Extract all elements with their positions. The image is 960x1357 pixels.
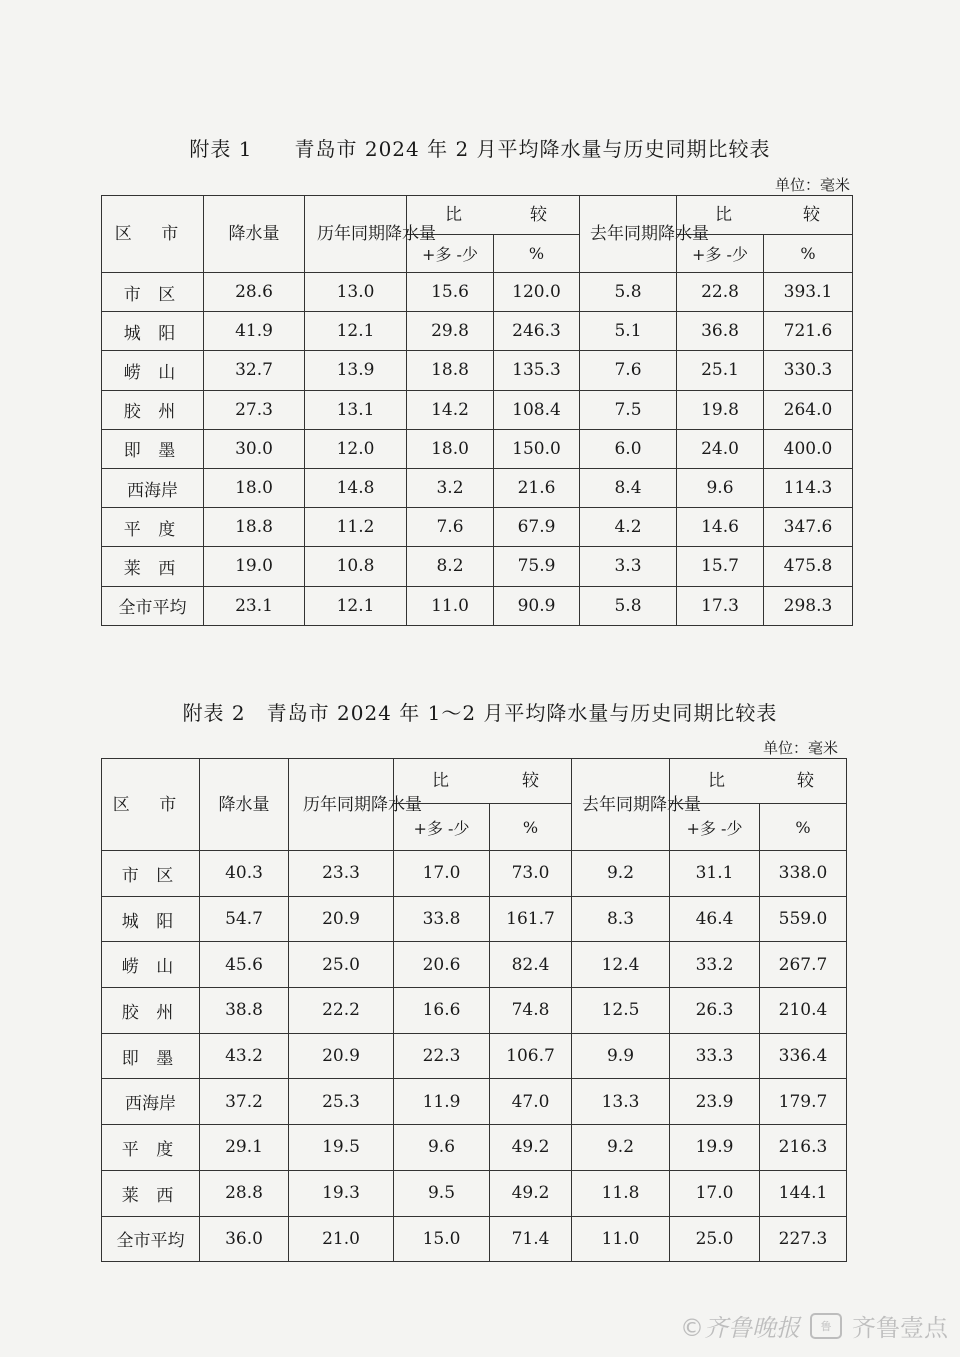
value-cell: 9.2 <box>572 1125 670 1171</box>
value-cell: 47.0 <box>490 1079 572 1125</box>
value-cell: 36.0 <box>200 1216 289 1262</box>
value-cell: 24.0 <box>677 429 764 468</box>
value-cell: 73.0 <box>490 851 572 897</box>
value-cell: 19.5 <box>289 1125 394 1171</box>
value-cell: 22.8 <box>677 273 764 312</box>
value-cell: 120.0 <box>494 273 580 312</box>
table1-header-pct: % <box>494 235 580 273</box>
value-cell: 54.7 <box>200 896 289 942</box>
value-cell: 36.8 <box>677 312 764 351</box>
value-cell: 18.0 <box>407 429 494 468</box>
value-cell: 9.9 <box>572 1033 670 1079</box>
table1-header-pct2: % <box>764 235 853 273</box>
value-cell: 8.2 <box>407 547 494 586</box>
value-cell: 15.6 <box>407 273 494 312</box>
table2-header-diff2: +多 -少 <box>670 804 760 851</box>
value-cell: 31.1 <box>670 851 760 897</box>
table1-header-diff: +多 -少 <box>407 235 494 273</box>
value-cell: 21.6 <box>494 468 580 507</box>
district-cell: 莱 西 <box>102 547 204 586</box>
value-cell: 25.0 <box>289 942 394 988</box>
table-row <box>102 1079 847 1125</box>
table1-header-diff2: +多 -少 <box>677 235 764 273</box>
table1 <box>101 195 853 626</box>
value-cell: 210.4 <box>760 988 847 1034</box>
value-cell: 298.3 <box>764 586 853 625</box>
table1-header-precip: 降水量 <box>204 196 305 273</box>
table1-compare-right: 较 <box>530 205 547 225</box>
value-cell: 3.3 <box>580 547 677 586</box>
district-cell: 崂 山 <box>102 942 200 988</box>
value-cell: 338.0 <box>760 851 847 897</box>
value-cell: 9.6 <box>677 468 764 507</box>
table-row <box>102 851 847 897</box>
table-row <box>102 547 853 586</box>
value-cell: 8.4 <box>580 468 677 507</box>
table-row <box>102 942 847 988</box>
value-cell: 9.2 <box>572 851 670 897</box>
table1-header-district: 区 市 <box>102 196 204 273</box>
value-cell: 135.3 <box>494 351 580 390</box>
value-cell: 400.0 <box>764 429 853 468</box>
district-cell: 全市平均 <box>102 1216 200 1262</box>
table2-header-district: 区 市 <box>102 759 200 851</box>
value-cell: 19.8 <box>677 390 764 429</box>
value-cell: 150.0 <box>494 429 580 468</box>
table-row <box>102 468 853 507</box>
value-cell: 12.1 <box>305 312 407 351</box>
value-cell: 33.3 <box>670 1033 760 1079</box>
value-cell: 17.3 <box>677 586 764 625</box>
value-cell: 216.3 <box>760 1125 847 1171</box>
district-cell: 全市平均 <box>102 586 204 625</box>
table-row <box>102 312 853 351</box>
table-row <box>102 896 847 942</box>
district-cell: 城 阳 <box>102 896 200 942</box>
value-cell: 144.1 <box>760 1170 847 1216</box>
value-cell: 14.8 <box>305 468 407 507</box>
value-cell: 38.8 <box>200 988 289 1034</box>
value-cell: 13.0 <box>305 273 407 312</box>
value-cell: 12.4 <box>572 942 670 988</box>
value-cell: 22.3 <box>394 1033 490 1079</box>
value-cell: 23.1 <box>204 586 305 625</box>
table2-unit: 单位：毫米 <box>762 739 838 757</box>
value-cell: 20.9 <box>289 896 394 942</box>
value-cell: 264.0 <box>764 390 853 429</box>
value-cell: 14.2 <box>407 390 494 429</box>
value-cell: 82.4 <box>490 942 572 988</box>
value-cell: 106.7 <box>490 1033 572 1079</box>
table1-header-hist: 历年同期降水量 <box>305 196 407 273</box>
table2-header-hist: 历年同期降水量 <box>289 759 394 851</box>
value-cell: 336.4 <box>760 1033 847 1079</box>
value-cell: 11.0 <box>407 586 494 625</box>
table2-compare-right: 较 <box>522 771 539 791</box>
value-cell: 46.4 <box>670 896 760 942</box>
watermark-brand: 齐鲁壹点 <box>852 1314 948 1342</box>
district-cell: 胶 州 <box>102 988 200 1034</box>
value-cell: 20.6 <box>394 942 490 988</box>
value-cell: 33.2 <box>670 942 760 988</box>
value-cell: 25.0 <box>670 1216 760 1262</box>
table1-compare-left: 比 <box>445 205 462 225</box>
district-cell: 胶 州 <box>102 390 204 429</box>
table-row <box>102 1170 847 1216</box>
table1-unit: 单位：毫米 <box>774 176 850 194</box>
value-cell: 114.3 <box>764 468 853 507</box>
value-cell: 20.9 <box>289 1033 394 1079</box>
value-cell: 32.7 <box>204 351 305 390</box>
value-cell: 12.1 <box>305 586 407 625</box>
value-cell: 22.2 <box>289 988 394 1034</box>
value-cell: 28.8 <box>200 1170 289 1216</box>
value-cell: 179.7 <box>760 1079 847 1125</box>
value-cell: 227.3 <box>760 1216 847 1262</box>
value-cell: 75.9 <box>494 547 580 586</box>
value-cell: 43.2 <box>200 1033 289 1079</box>
value-cell: 267.7 <box>760 942 847 988</box>
value-cell: 475.8 <box>764 547 853 586</box>
value-cell: 5.1 <box>580 312 677 351</box>
value-cell: 559.0 <box>760 896 847 942</box>
district-cell: 即 墨 <box>102 429 204 468</box>
value-cell: 721.6 <box>764 312 853 351</box>
value-cell: 8.3 <box>572 896 670 942</box>
value-cell: 28.6 <box>204 273 305 312</box>
table1-title: 附表 1 青岛市 2024 年 2 月平均降水量与历史同期比较表 <box>189 137 771 161</box>
table2-header-pct2: % <box>760 804 847 851</box>
value-cell: 19.9 <box>670 1125 760 1171</box>
district-cell: 崂 山 <box>102 351 204 390</box>
table2-title: 附表 2 青岛市 2024 年 1～2 月平均降水量与历史同期比较表 <box>182 701 778 725</box>
value-cell: 27.3 <box>204 390 305 429</box>
value-cell: 5.8 <box>580 586 677 625</box>
table2-header-pct: % <box>490 804 572 851</box>
district-cell: 城 阳 <box>102 312 204 351</box>
table1-compare2-right: 较 <box>803 205 820 225</box>
value-cell: 25.1 <box>677 351 764 390</box>
table-row <box>102 351 853 390</box>
value-cell: 14.6 <box>677 508 764 547</box>
value-cell: 5.8 <box>580 273 677 312</box>
district-cell: 莱 西 <box>102 1170 200 1216</box>
value-cell: 13.3 <box>572 1079 670 1125</box>
value-cell: 330.3 <box>764 351 853 390</box>
value-cell: 18.8 <box>204 508 305 547</box>
district-cell: 西海岸 <box>102 1079 200 1125</box>
value-cell: 15.7 <box>677 547 764 586</box>
table-row <box>102 508 853 547</box>
value-cell: 40.3 <box>200 851 289 897</box>
district-cell: 西海岸 <box>102 468 204 507</box>
value-cell: 9.6 <box>394 1125 490 1171</box>
table2-compare2-right: 较 <box>797 771 814 791</box>
district-cell: 市 区 <box>102 273 204 312</box>
table-row <box>102 429 853 468</box>
watermark <box>680 1308 948 1343</box>
value-cell: 11.2 <box>305 508 407 547</box>
value-cell: 15.0 <box>394 1216 490 1262</box>
value-cell: 393.1 <box>764 273 853 312</box>
district-cell: 市 区 <box>102 851 200 897</box>
value-cell: 13.9 <box>305 351 407 390</box>
value-cell: 12.0 <box>305 429 407 468</box>
value-cell: 49.2 <box>490 1170 572 1216</box>
value-cell: 12.5 <box>572 988 670 1034</box>
table2-header-lastyear: 去年同期降水量 <box>572 759 670 851</box>
value-cell: 7.6 <box>407 508 494 547</box>
value-cell: 6.0 <box>580 429 677 468</box>
value-cell: 30.0 <box>204 429 305 468</box>
value-cell: 45.6 <box>200 942 289 988</box>
value-cell: 7.5 <box>580 390 677 429</box>
value-cell: 3.2 <box>407 468 494 507</box>
value-cell: 4.2 <box>580 508 677 547</box>
value-cell: 90.9 <box>494 586 580 625</box>
district-cell: 即 墨 <box>102 1033 200 1079</box>
value-cell: 19.3 <box>289 1170 394 1216</box>
table-row <box>102 586 853 625</box>
value-cell: 49.2 <box>490 1125 572 1171</box>
value-cell: 13.1 <box>305 390 407 429</box>
value-cell: 18.0 <box>204 468 305 507</box>
value-cell: 19.0 <box>204 547 305 586</box>
value-cell: 25.3 <box>289 1079 394 1125</box>
table2-compare2-left: 比 <box>708 771 725 791</box>
value-cell: 21.0 <box>289 1216 394 1262</box>
value-cell: 33.8 <box>394 896 490 942</box>
table2-header-precip: 降水量 <box>200 759 289 851</box>
value-cell: 71.4 <box>490 1216 572 1262</box>
value-cell: 11.0 <box>572 1216 670 1262</box>
table2 <box>101 758 847 1262</box>
value-cell: 108.4 <box>494 390 580 429</box>
value-cell: 246.3 <box>494 312 580 351</box>
value-cell: 347.6 <box>764 508 853 547</box>
value-cell: 23.9 <box>670 1079 760 1125</box>
table2-header-diff: +多 -少 <box>394 804 490 851</box>
value-cell: 29.1 <box>200 1125 289 1171</box>
value-cell: 18.8 <box>407 351 494 390</box>
brand-logo-icon: 鲁 <box>810 1313 842 1339</box>
value-cell: 37.2 <box>200 1079 289 1125</box>
table-row <box>102 1216 847 1262</box>
table-row <box>102 1125 847 1171</box>
value-cell: 17.0 <box>670 1170 760 1216</box>
value-cell: 7.6 <box>580 351 677 390</box>
value-cell: 41.9 <box>204 312 305 351</box>
table2-compare-left: 比 <box>432 771 449 791</box>
value-cell: 17.0 <box>394 851 490 897</box>
value-cell: 16.6 <box>394 988 490 1034</box>
table-row <box>102 988 847 1034</box>
table1-header-lastyear: 去年同期降水量 <box>580 196 677 273</box>
value-cell: 67.9 <box>494 508 580 547</box>
district-cell: 平 度 <box>102 508 204 547</box>
value-cell: 9.5 <box>394 1170 490 1216</box>
table1-compare2-left: 比 <box>715 205 732 225</box>
district-cell: 平 度 <box>102 1125 200 1171</box>
table-row <box>102 1033 847 1079</box>
table-row <box>102 390 853 429</box>
watermark-source: ©齐鲁晚报 <box>680 1314 800 1342</box>
value-cell: 74.8 <box>490 988 572 1034</box>
value-cell: 161.7 <box>490 896 572 942</box>
value-cell: 11.9 <box>394 1079 490 1125</box>
table-row <box>102 273 853 312</box>
value-cell: 26.3 <box>670 988 760 1034</box>
value-cell: 29.8 <box>407 312 494 351</box>
value-cell: 11.8 <box>572 1170 670 1216</box>
value-cell: 23.3 <box>289 851 394 897</box>
value-cell: 10.8 <box>305 547 407 586</box>
